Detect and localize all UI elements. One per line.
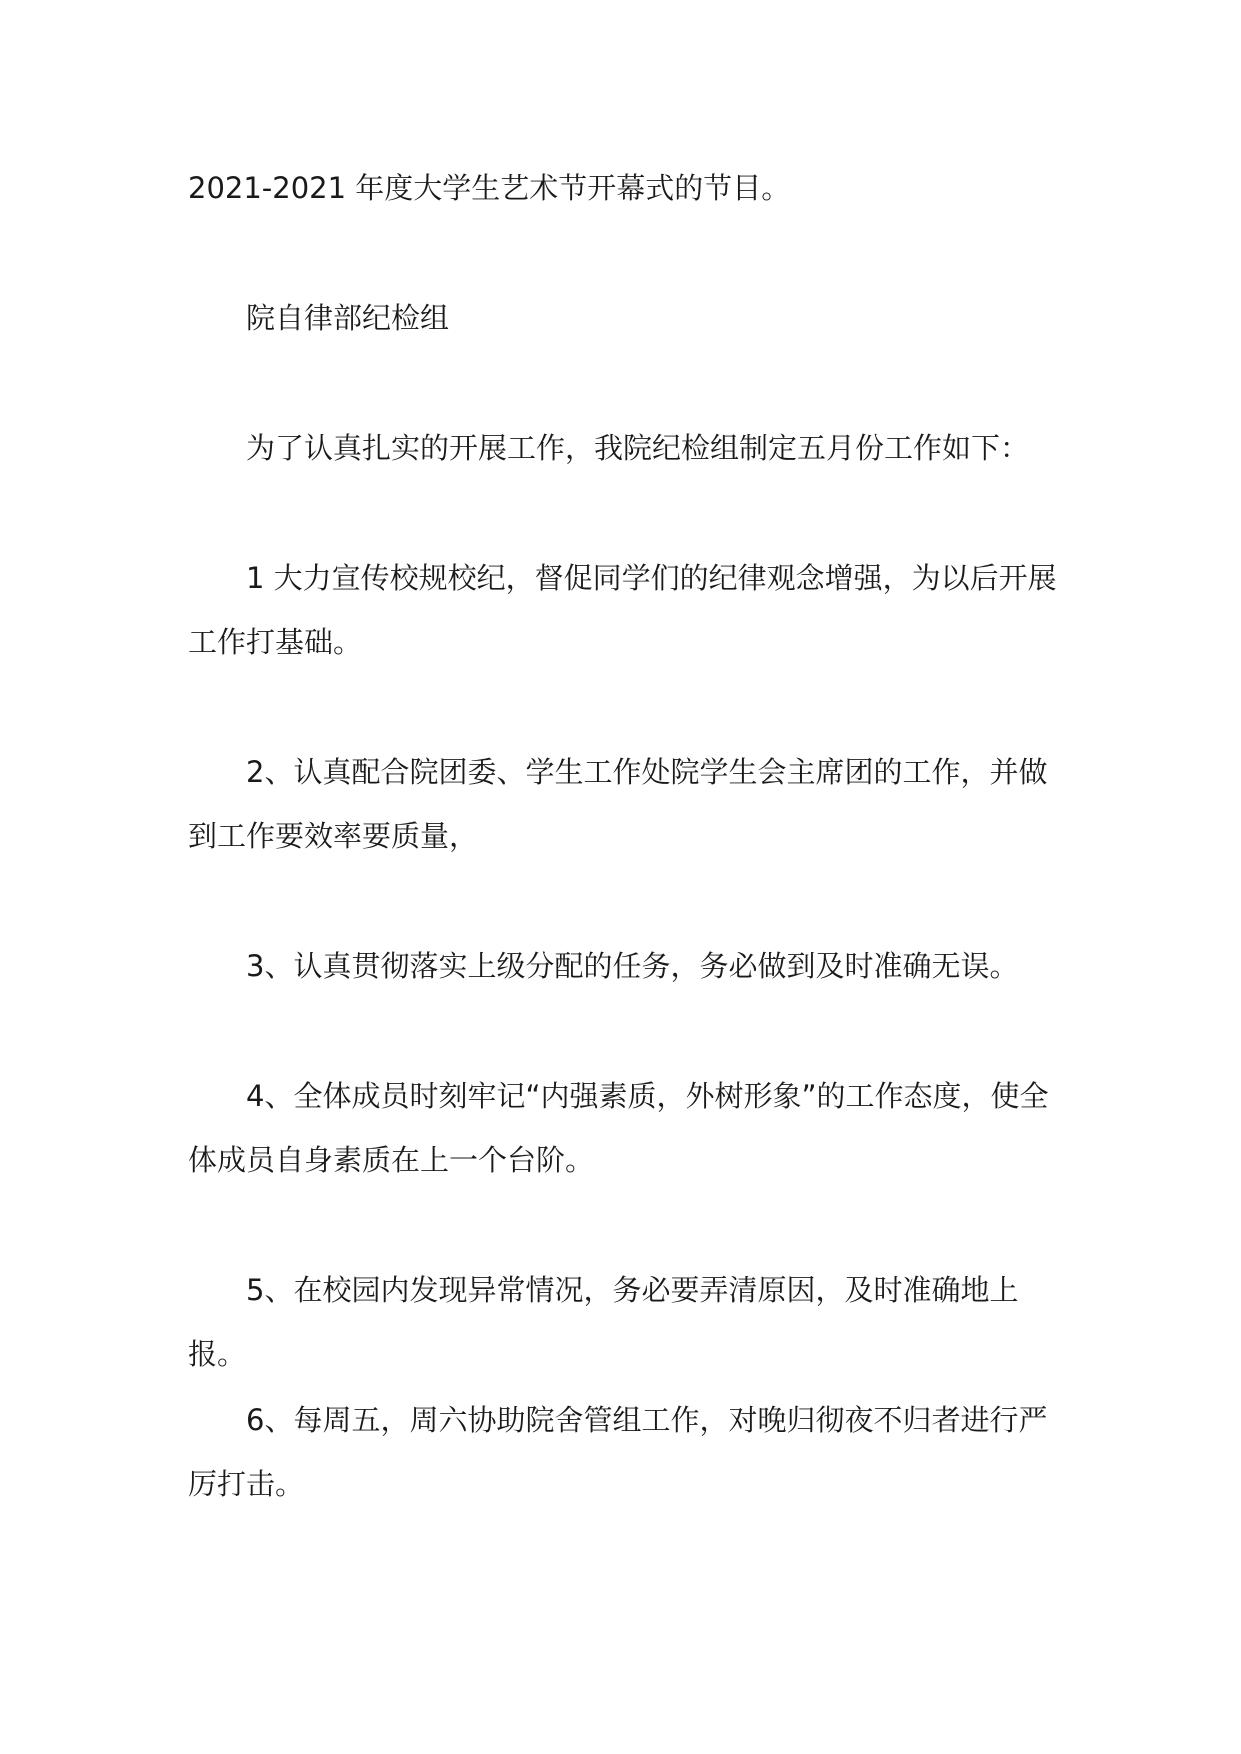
paragraph-event-note: 2021-2021 年度大学生艺术节开幕式的节目。: [188, 171, 791, 205]
paragraph-item-3: 3、认真贯彻落实上级分配的任务，务必做到及时准确无误。: [246, 949, 1019, 983]
paragraph-item-4: 4、全体成员时刻牢记“内强素质，外树形象”的工作态度，使全体成员自身素质在上一个台阶。: [188, 1079, 1049, 1177]
paragraph-item-5: 5、在校园内发现异常情况，务必要弄清原因，及时准确地上报。: [188, 1273, 1019, 1371]
paragraph-intro: 为了认真扎实的开展工作，我院纪检组制定五月份工作如下：: [246, 431, 1030, 465]
paragraph-department-heading: 院自律部纪检组: [246, 301, 450, 335]
paragraph-item-1: 1 大力宣传校规校纪，督促同学们的纪律观念增强，为以后开展工作打基础。: [188, 561, 1057, 659]
paragraph-item-6: 6、每周五，周六协助院舍管组工作，对晚归彻夜不归者进行严厉打击。: [188, 1403, 1048, 1501]
paragraph-item-2: 2、认真配合院团委、学生工作处院学生会主席团的工作，并做到工作要效率要质量，: [188, 755, 1048, 853]
